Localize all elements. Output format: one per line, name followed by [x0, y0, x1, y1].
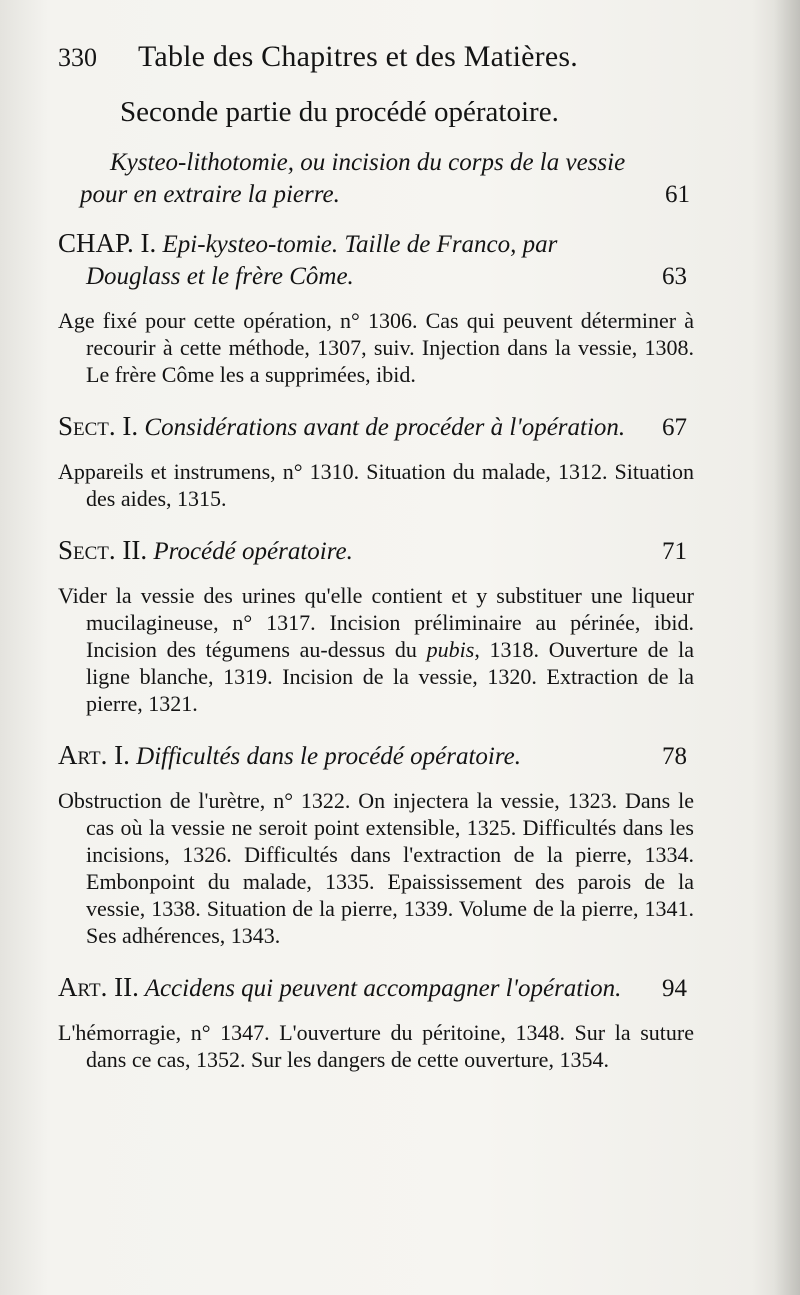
subject-page-ref: 61 [665, 181, 690, 208]
section-2-title: Procédé opératoire. [153, 538, 353, 565]
page-number: 330 [58, 43, 97, 72]
section-1-title: Considérations avant de procéder à l'opération. [144, 414, 626, 441]
subject-title: Kysteo-lithotomie, ou incision du corps de la vessie pour en extraire la pierre. [80, 149, 626, 208]
subject-entry [58, 147, 694, 211]
article-2-contents: L'hémorragie, n° 1347. L'ouverture du péritoine, 1348. Sur la suture dans ce cas, 1352. Sur les dangers de cette ouverture, 1354. [58, 1020, 694, 1072]
article-2-title: Accidens qui peuvent accompagner l'opération. [144, 975, 622, 1002]
part-title: Seconde partie du procédé opératoire. [120, 96, 559, 128]
section-2-label: Sect. II. [58, 535, 148, 565]
article-2-heading: Art. II. Accidens qui peuvent accompagner l'opération. 94 [58, 972, 687, 1002]
section-2-text-b: , 1318. Ouverture de la ligne blanche, 1319. Incision de la vessie, 1320. Extraction de la pierre, 1321. [86, 637, 695, 716]
article-1-label: Art. I. [58, 740, 130, 770]
chapter-1-heading: CHAP. I. Epi-kysteo-tomie. Taille de Franco, par Douglass et le frère Côme. 63 [58, 228, 687, 290]
article-1-contents: Obstruction de l'urètre, n° 1322. On injectera la vessie, 1323. Dans le cas où la vessie ne seroit point extensible, 1325. Difficultés dans les incisions, 1326. Difficultés dans l'extraction de la pierre, 1334. Embonpoint du malade, 1335. Epaississement des parois de la vessie, 1338. Situation de la pierre, 1339. Volume de la pierre, 1341. Ses adhérences, 1343. [58, 788, 694, 948]
section-1-heading: Sect. I. Considérations avant de procéder à l'opération. 67 [58, 411, 687, 441]
section-2-text-pubis: pubis [426, 637, 475, 662]
page-edge-shadow [774, 0, 800, 1295]
chapter-1-title: Epi-kysteo-tomie. Taille de Franco, par Douglass et le frère Côme. [86, 231, 558, 290]
article-1-title: Difficultés dans le procédé opératoire. [136, 743, 522, 770]
running-title: Table des Chapitres et des Matières. [138, 40, 578, 73]
section-2-contents [58, 582, 694, 717]
chapter-1-contents: Age fixé pour cette opération, n° 1306. Cas qui peuvent déterminer à recourir à cette méthode, 1307, suiv. Injection dans la vessie, 1308. Le frère Côme les a supprimées, ibid. [58, 308, 694, 387]
section-1-contents: Appareils et instrumens, n° 1310. Situation du malade, 1312. Situation des aides, 1315. [58, 459, 694, 511]
chapter-1-label: CHAP. I. [58, 228, 157, 258]
running-header [58, 40, 694, 74]
section-2-heading: Sect. II. Procédé opératoire. 71 [58, 535, 687, 565]
section-1-label: Sect. I. [58, 411, 139, 441]
article-2-label: Art. II. [58, 972, 139, 1002]
article-1-heading: Art. I. Difficultés dans le procédé opératoire. 78 [58, 740, 687, 770]
section-2-text-a: Vider la vessie des urines qu'elle contient et y substituer une liqueur mucilagineuse, n° 1317. Incision préliminaire au périnée, ibid. Incision des tégumens au-dessus du [58, 583, 694, 662]
page-content [58, 40, 694, 1073]
